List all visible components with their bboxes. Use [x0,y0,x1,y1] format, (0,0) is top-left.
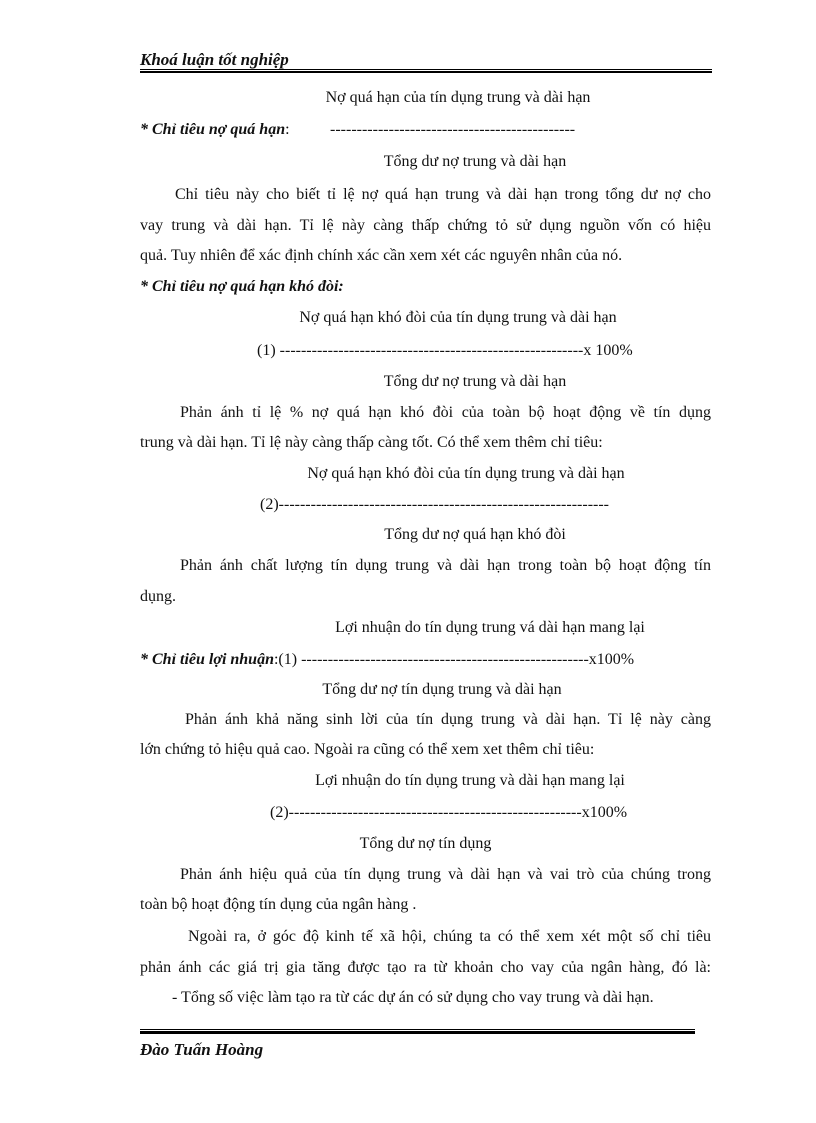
formula2-denominator: Tổng dư nợ trung và dài hạn [383,373,567,390]
formula5-fraction-bar: (2)-------------------------------------------------------x100% [270,804,628,821]
formula3-numerator: Nợ quá hạn khó đòi của tín dụng trung và dài hạn [307,465,625,482]
formula5-denominator: Tổng dư nợ tín dụng [359,835,492,852]
indicator-overdue-colon: : [285,121,290,138]
formula2-fraction-bar: (1) ---------------------------------------------------------x 100% [257,342,633,359]
indicator-overdue-label: * Chỉ tiêu nợ quá hạn [140,121,286,138]
header-rule-thin [140,69,712,70]
header-rule-thick [140,71,712,73]
indicator-profit-label: * Chỉ tiêu lợi nhuận [140,651,274,668]
paragraph-line: quả. Tuy nhiên để xác định chính xác cần xem xét các nguyên nhân của nó. [140,247,623,264]
paragraph-line: Phản ánh chất lượng tín dụng trung và dài hạn trong toàn bộ hoạt động tín [180,557,711,574]
paragraph-line: phản ánh các giá trị gia tăng được tạo ra từ khoản cho vay của ngân hàng, đó là: [140,959,711,976]
paragraph-line: toàn bộ hoạt động tín dụng của ngân hàng . [140,896,417,913]
formula4-numerator: Lợi nhuận do tín dụng trung vá dài hạn mang lại [335,619,645,636]
formula3-denominator: Tổng dư nợ quá hạn khó đòi [384,526,566,543]
formula1-fraction-bar: ---------------------------------------------- [330,121,576,138]
paragraph-line: Phản ánh tỉ lệ % nợ quá hạn khó đòi của toàn bộ hoạt động về tín dụng [180,404,711,421]
paragraph-line: Ngoài ra, ở góc độ kinh tế xã hội, chúng ta có thể xem xét một số chỉ tiêu [188,928,711,945]
footer-author: Đào Tuấn Hoàng [140,1040,264,1059]
formula4-fraction-bar: :(1) ------------------------------------------------------x100% [273,651,635,668]
formula1-denominator: Tổng dư nợ trung và dài hạn [383,153,567,170]
header-title: Khoá luận tốt nghiệp [140,50,289,69]
paragraph-line: Phản ánh hiệu quả của tín dụng trung và dài hạn và vai trò của chúng trong [180,866,711,883]
paragraph-line: vay trung và dài hạn. Tỉ lệ này càng thấp chứng tỏ sử dụng nguồn vốn có hiệu [140,217,711,234]
formula3-fraction-bar: (2)-------------------------------------------------------------- [260,496,609,513]
formula5-numerator: Lợi nhuận do tín dụng trung và dài hạn mang lại [315,772,625,789]
paragraph-line: lớn chứng tỏ hiệu quả cao. Ngoài ra cũng có thể xem xet thêm chỉ tiêu: [140,741,595,758]
bullet-item: - Tổng số việc làm tạo ra từ các dự án có sử dụng cho vay trung và dài hạn. [172,989,654,1006]
indicator-overdue-line [140,120,290,140]
footer-rule-thick [140,1031,695,1034]
formula1-numerator: Nợ quá hạn của tín dụng trung và dài hạn [325,89,591,106]
paragraph-line: Phản ánh khả năng sinh lời của tín dụng trung và dài hạn. Tỉ lệ này càng [185,711,711,728]
footer-rule-thin [140,1029,695,1030]
paragraph-line: Chỉ tiêu này cho biết tỉ lệ nợ quá hạn trung và dài hạn trong tổng dư nợ cho [175,186,711,203]
paragraph-line: dụng. [140,588,176,605]
formula4-denominator: Tổng dư nợ tín dụng trung và dài hạn [322,681,562,698]
section-heading-bad-debt: * Chỉ tiêu nợ quá hạn khó đòi: [140,278,344,295]
formula2-numerator: Nợ quá hạn khó đòi của tín dụng trung và dài hạn [299,309,617,326]
indicator-profit-line [140,650,634,670]
paragraph-line: trung và dài hạn. Tỉ lệ này càng thấp càng tốt. Có thể xem thêm chỉ tiêu: [140,434,603,451]
